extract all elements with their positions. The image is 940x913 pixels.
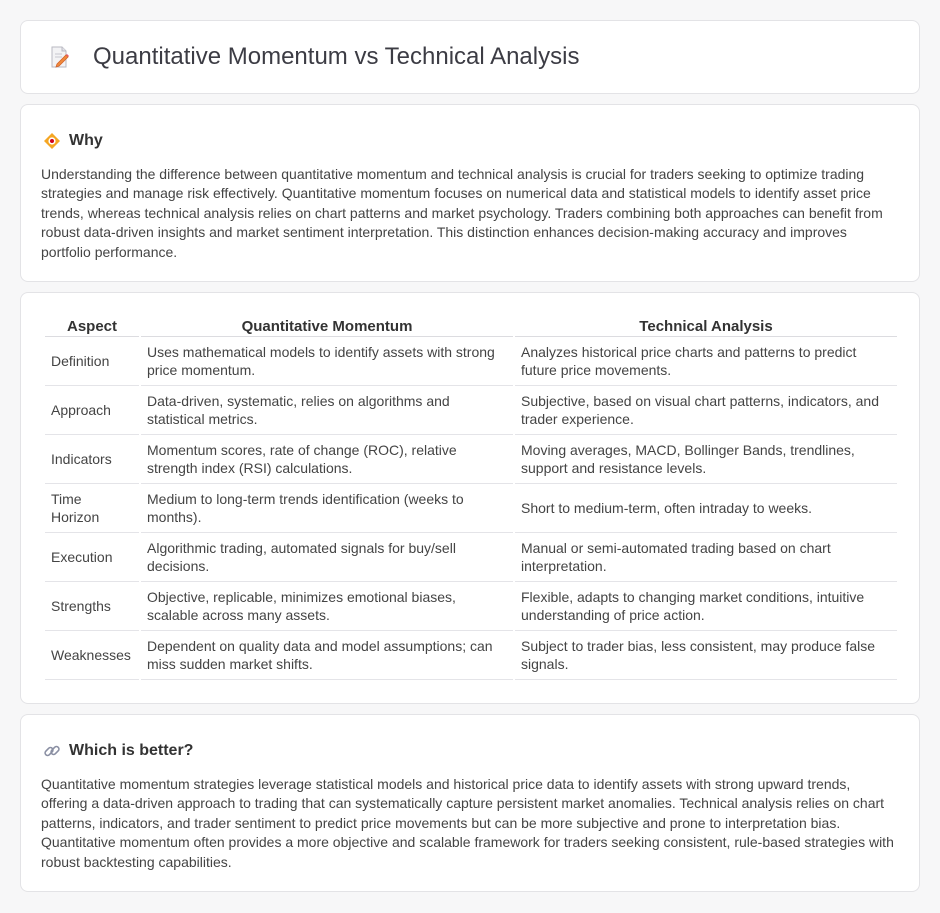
table-row xyxy=(45,337,897,386)
which-is-better-text: Quantitative momentum strategies leverage statistical models and historical price data to identify assets with strong upward trends, offering a data-driven approach to trading that can systematically capture persistent market anomalies. Technical analysis relies on chart patterns, indicators, and trader sentiment to predict price movements but can be more subjective and prone to interpretation bias. Quantitative momentum often provides a more objective and scalable framework for traders seeking consistent, rule-based strategies with robust backtesting capabilities. xyxy=(41,776,894,870)
page-title: Quantitative Momentum vs Technical Analysis xyxy=(93,43,580,70)
link-icon xyxy=(43,742,61,760)
aspect-cell: Indicators xyxy=(45,435,139,484)
comparison-section xyxy=(20,292,920,704)
which-is-better-title: Which is better? xyxy=(69,742,194,759)
technical-analysis-cell: Short to medium-term, often intraday to weeks. xyxy=(515,484,897,533)
table-row xyxy=(45,386,897,435)
quantitative-momentum-cell: Uses mathematical models to identify assets with strong price momentum. xyxy=(141,337,513,386)
quantitative-momentum-cell: Dependent on quality data and model assumptions; can miss sudden market shifts. xyxy=(141,631,513,680)
document-pencil-icon xyxy=(47,45,71,69)
technical-analysis-cell: Subject to trader bias, less consistent, may produce false signals. xyxy=(515,631,897,680)
table-row xyxy=(45,631,897,680)
technical-analysis-cell: Moving averages, MACD, Bollinger Bands, trendlines, support and resistance levels. xyxy=(515,435,897,484)
aspect-cell: Execution xyxy=(45,533,139,582)
quantitative-momentum-cell: Medium to long-term trends identification (weeks to months). xyxy=(141,484,513,533)
aspect-cell: Time Horizon xyxy=(45,484,139,533)
why-section xyxy=(20,104,920,282)
header-aspect: Aspect xyxy=(45,317,139,337)
quantitative-momentum-cell: Momentum scores, rate of change (ROC), relative strength index (RSI) calculations. xyxy=(141,435,513,484)
table-row xyxy=(45,435,897,484)
header-quantitative-momentum: Quantitative Momentum xyxy=(141,317,513,337)
technical-analysis-cell: Manual or semi-automated trading based on chart interpretation. xyxy=(515,533,897,582)
table-row xyxy=(45,484,897,533)
diamond-bullseye-icon xyxy=(43,132,61,150)
why-text: Understanding the difference between quantitative momentum and technical analysis is crucial for traders seeking to optimize trading strategies and manage risk effectively. Quantitative momentum focuses on numerical data and statistical models to identify asset price trends, whereas technical analysis relies on chart patterns and market psychology. Traders combining both approaches can benefit from robust data-driven insights and market sentiment interpretation. This distinction enhances decision-making accuracy and improves portfolio performance. xyxy=(41,166,883,260)
title-card xyxy=(20,20,920,94)
aspect-cell: Weaknesses xyxy=(45,631,139,680)
quantitative-momentum-cell: Objective, replicable, minimizes emotional biases, scalable across many assets. xyxy=(141,582,513,631)
table-header-row xyxy=(45,317,897,337)
why-title: Why xyxy=(69,132,103,149)
table-row xyxy=(45,533,897,582)
which-is-better-section xyxy=(20,714,920,892)
quantitative-momentum-cell: Data-driven, systematic, relies on algorithms and statistical metrics. xyxy=(141,386,513,435)
aspect-cell: Definition xyxy=(45,337,139,386)
quantitative-momentum-cell: Algorithmic trading, automated signals for buy/sell decisions. xyxy=(141,533,513,582)
technical-analysis-cell: Flexible, adapts to changing market conditions, intuitive understanding of price action. xyxy=(515,582,897,631)
aspect-cell: Approach xyxy=(45,386,139,435)
comparison-table xyxy=(43,317,899,680)
aspect-cell: Strengths xyxy=(45,582,139,631)
table-row xyxy=(45,582,897,631)
technical-analysis-cell: Analyzes historical price charts and patterns to predict future price movements. xyxy=(515,337,897,386)
header-technical-analysis: Technical Analysis xyxy=(515,317,897,337)
technical-analysis-cell: Subjective, based on visual chart patterns, indicators, and trader experience. xyxy=(515,386,897,435)
